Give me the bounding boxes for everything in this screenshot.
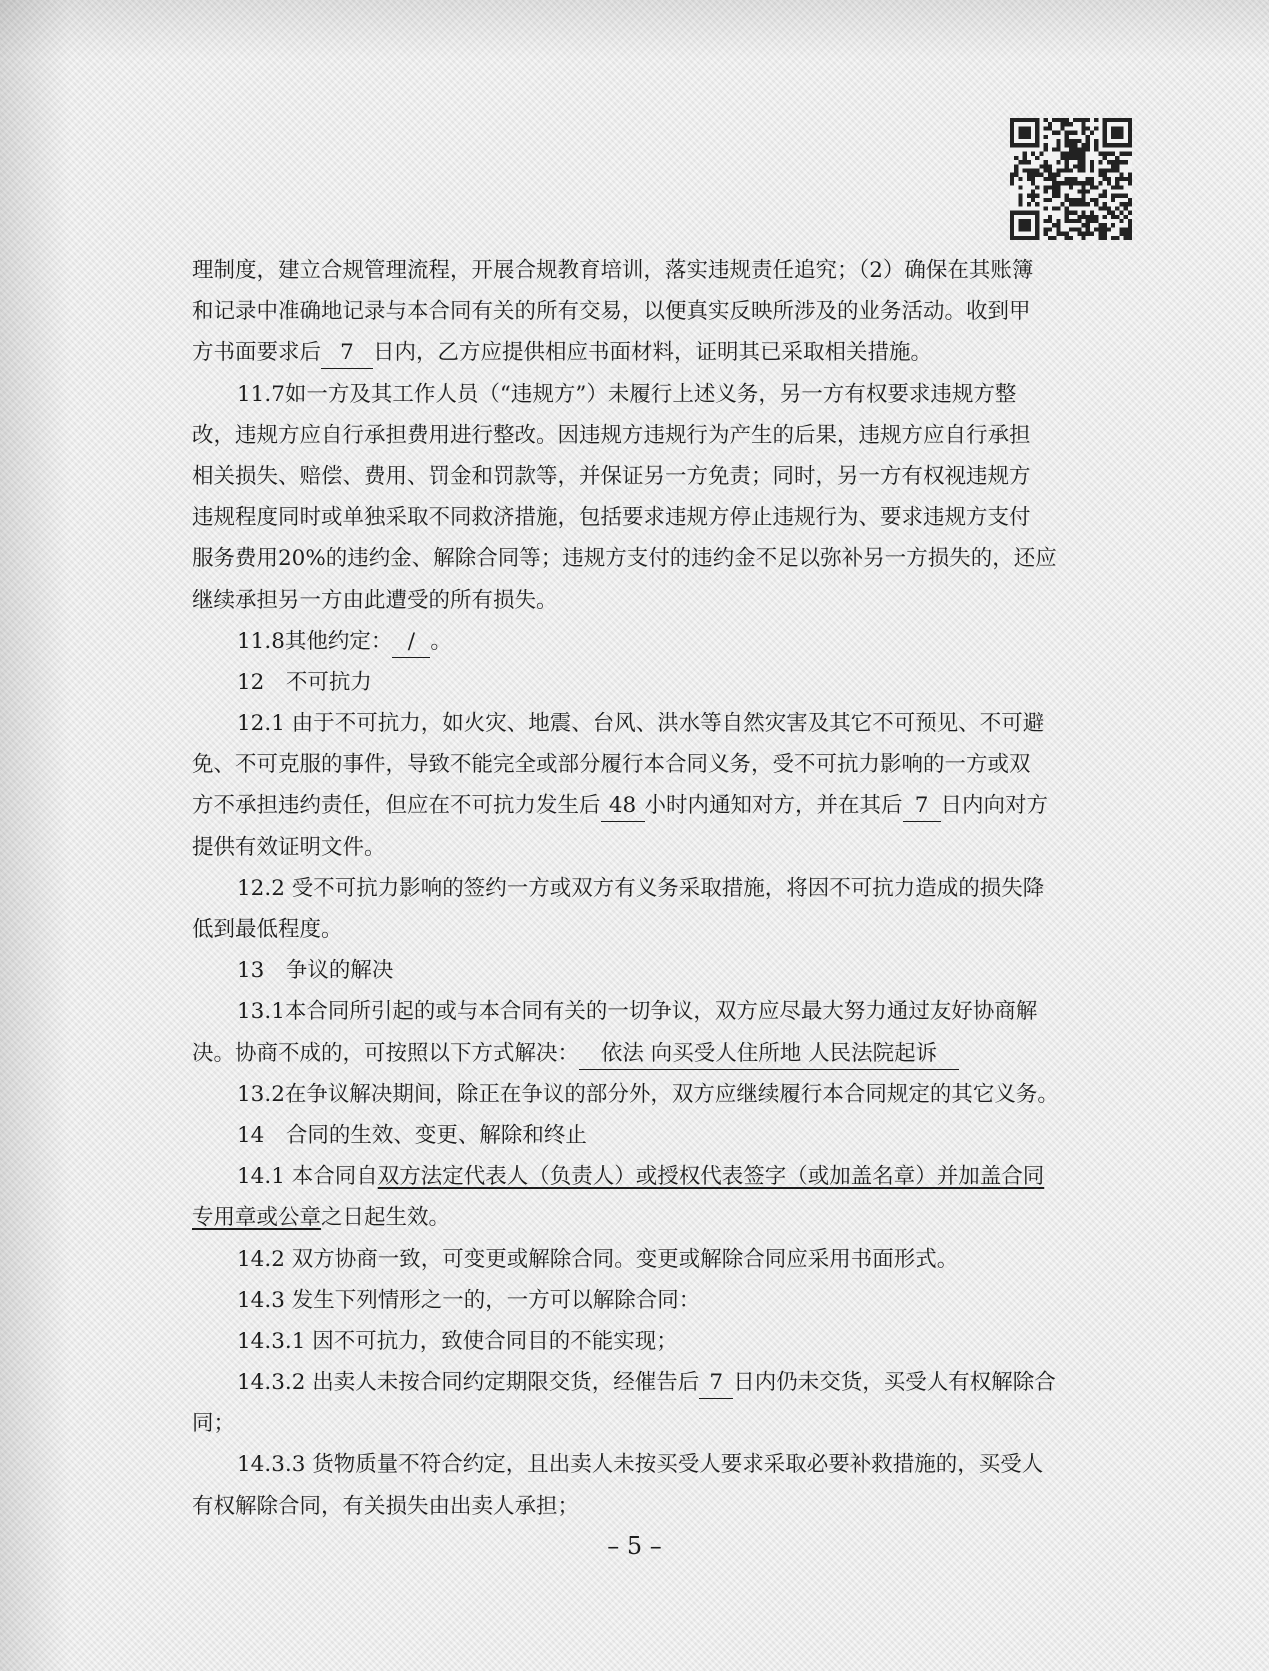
paragraph-line: 违规程度同时或单独采取不同救济措施，包括要求违规方停止违规行为、要求违规方支付	[192, 505, 1031, 531]
filled-blank: /	[392, 627, 430, 658]
underlined-text: 双方法定代表人（负责人）或授权代表签字（或加盖名章）并加盖合同	[377, 1164, 1045, 1190]
scan-edge-shadow	[0, 0, 70, 1671]
clause-11-8: 11.8其他约定： / 。	[192, 621, 1142, 662]
clause-13-1: 13.1本合同所引起的或与本合同有关的一切争议，双方应尽最大努力通过友好协商解	[237, 999, 1038, 1025]
paragraph-line: 低到最低程度。	[192, 917, 343, 942]
clause-12-2: 12.2 受不可抗力影响的签约一方或双方有义务采取措施，将因不可抗力造成的损失降	[237, 875, 1045, 901]
clause-14-3-2: 14.3.2 出卖人未按合同约定期限交货，经催告后 7 日内仍未交货，买受人有权解除合	[192, 1362, 1142, 1403]
contract-body	[192, 250, 1142, 1527]
paragraph-line: 和记录中准确地记录与本合同有关的所有交易，以便真实反映所涉及的业务活动。收到甲	[192, 299, 1031, 325]
paragraph-line: 改，违规方应自行承担费用进行整改。因违规方违规行为产生的后果，违规方应自行承担	[192, 422, 1031, 448]
section-13-heading: 13 争议的解决	[237, 958, 394, 984]
paragraph-line: 免、不可克服的事件，导致不能完全或部分履行本合同义务，受不可抗力影响的一方或双	[192, 752, 1031, 778]
paragraph-line: 方不承担违约责任，但应在不可抗力发生后 48 小时内通知对方，并在其后 7 日内向对方	[192, 785, 1142, 826]
paragraph-line: 继续承担另一方由此遭受的所有损失。	[192, 587, 558, 613]
paragraph-line: 专用章或公章之日起生效。	[192, 1205, 451, 1231]
clause-14-1: 14.1 本合同自双方法定代表人（负责人）或授权代表签字（或加盖名章）并加盖合同	[237, 1164, 1045, 1190]
clause-14-3: 14.3 发生下列情形之一的，一方可以解除合同：	[237, 1287, 701, 1313]
filled-blank: 48	[601, 791, 645, 822]
paragraph-line: 相关损失、赔偿、费用、罚金和罚款等，并保证另一方免责；同时，另一方有权视违规方	[192, 463, 1031, 489]
page-number: – 5 –	[607, 1532, 662, 1560]
filled-blank: 7	[903, 791, 941, 822]
paragraph-line: 服务费用20%的违约金、解除合同等；违规方支付的违约金不足以弥补另一方损失的，还应	[192, 546, 1057, 572]
clause-14-3-1: 14.3.1 因不可抗力，致使合同目的不能实现；	[237, 1328, 678, 1354]
clause-14-2: 14.2 双方协商一致，可变更或解除合同。变更或解除合同应采用书面形式。	[237, 1246, 959, 1272]
section-14-heading: 14 合同的生效、变更、解除和终止	[237, 1122, 587, 1148]
paragraph-line: 理制度，建立合规管理流程，开展合规教育培训，落实违规责任追究；（2）确保在其账簿	[192, 258, 1034, 283]
section-12-heading: 12 不可抗力	[237, 669, 372, 695]
clause-11-7: 11.7如一方及其工作人员（“违规方”）未履行上述义务，另一方有权要求违规方整	[237, 381, 1017, 407]
clause-12-1: 12.1 由于不可抗力，如火灾、地震、台风、洪水等自然灾害及其它不可预见、不可避	[237, 711, 1045, 737]
underlined-text: 专用章或公章	[192, 1205, 322, 1231]
filled-blank: 7	[699, 1368, 733, 1399]
clause-14-3-3: 14.3.3 货物质量不符合约定，且出卖人未按买受人要求采取必要补救措施的，买受人	[237, 1452, 1044, 1478]
scan-top-shadow	[0, 0, 1269, 60]
paragraph-line: 有权解除合同，有关损失由出卖人承担；	[192, 1493, 580, 1519]
clause-13-2: 13.2在争议解决期间，除正在争议的部分外，双方应继续履行本合同规定的其它义务。	[237, 1081, 1059, 1107]
filled-blank: 7	[321, 338, 373, 369]
paragraph-line: 决。协商不成的，可按照以下方式解决： 依法 向买受人住所地 人民法院起诉	[192, 1033, 1142, 1074]
paragraph-line: 同；	[192, 1411, 236, 1437]
qr-code-icon	[1010, 118, 1132, 240]
paragraph-line: 提供有效证明文件。	[192, 834, 386, 860]
filled-blank: 依法 向买受人住所地 人民法院起诉	[579, 1039, 959, 1070]
paragraph-line: 方书面要求后 7 日内，乙方应提供相应书面材料，证明其已采取相关措施。	[192, 332, 1142, 373]
